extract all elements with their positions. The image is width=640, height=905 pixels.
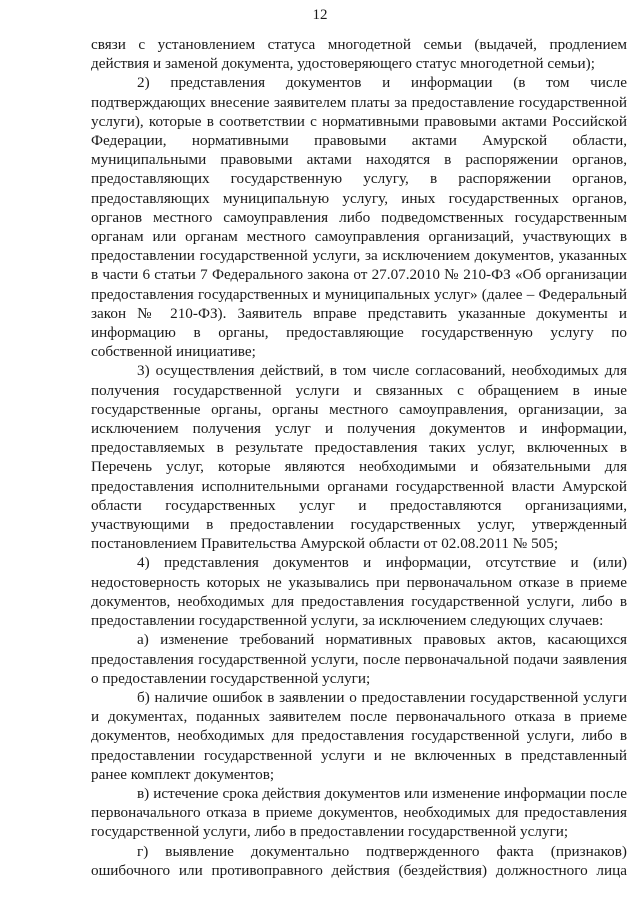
- paragraph-subitem-v: в) истечение срока действия документов или изменение информации после первоначального отказа в приеме документов, необходимых для предоставления государственной услуги, либо в предоставлении государственной услуги;: [91, 784, 627, 841]
- paragraph-item-2: 2) представления документов и информации (в том числе подтверждающих внесение заявителем платы за предоставление государственной услуги), которые в соответствии с нормативными правовыми актами Российской Федерации, нормативными правовыми актами Амурской области, муниципальными правовыми актами находятся в распоряжении органов, предоставляющих государственную услугу, в распоряжении органов, предоставляющих муниципальную услугу, иных государственных органов, органов местного самоуправления либо подведомственных государственным органам или органам местного самоуправления организаций, участвующих в предоставлении государственной услуги, за исключением документов, указанных в части 6 статьи 7 Федерального закона от 27.07.2010 № 210-ФЗ «Об организации предоставления государственных и муниципальных услуг» (далее – Федеральный закон № 210-ФЗ). Заявитель вправе представить указанные документы и информацию в органы, предоставляющие государственную услугу по собственной инициативе;: [91, 74, 627, 361]
- paragraph-subitem-g: г) выявление документально подтвержденного факта (признаков) ошибочного или противоправного действия (бездействия) должностного лица: [91, 842, 627, 879]
- document-body: [91, 35, 627, 880]
- paragraph-continuation: связи с установлением статуса многодетной семьи (выдачей, продлением действия и заменой документа, удостоверяющего статус многодетной семьи);: [91, 36, 627, 73]
- paragraph-subitem-a: а) изменение требований нормативных правовых актов, касающихся предоставления государственной услуги, после первоначальной подачи заявления о предоставлении государственной услуги;: [91, 631, 627, 687]
- page-number: 12: [312, 7, 328, 23]
- paragraph-item-4: 4) представления документов и информации, отсутствие и (или) недостоверность которых не указывались при первоначальном отказе в приеме документов, необходимых для предоставления государственной услуги, либо в предоставлении государственной услуги, за исключением следующих случаев:: [91, 554, 627, 630]
- paragraph-subitem-b: б) наличие ошибок в заявлении о предоставлении государственной услуги и документах, поданных заявителем после первоначального отказа в приеме документов, необходимых для предоставления государственной услуги, либо в предоставлении государственной услуги и не включенных в представленный ранее комплект документов;: [91, 688, 627, 783]
- paragraph-item-3: 3) осуществления действий, в том числе согласований, необходимых для получения государственной услуги и связанных с обращением в иные государственные органы, органы местного самоуправления, организации, за исключением получения услуг и получения документов и информации, предоставляемых в результате предоставления таких услуг, включенных в Перечень услуг, которые являются необходимыми и обязательными для предоставления исполнительными органами государственной власти Амурской области государственных услуг и предоставляются организациями, участвующими в предоставлении государственных услуг, утвержденный постановлением Правительства Амурской области от 02.08.2011 № 505;: [91, 362, 627, 553]
